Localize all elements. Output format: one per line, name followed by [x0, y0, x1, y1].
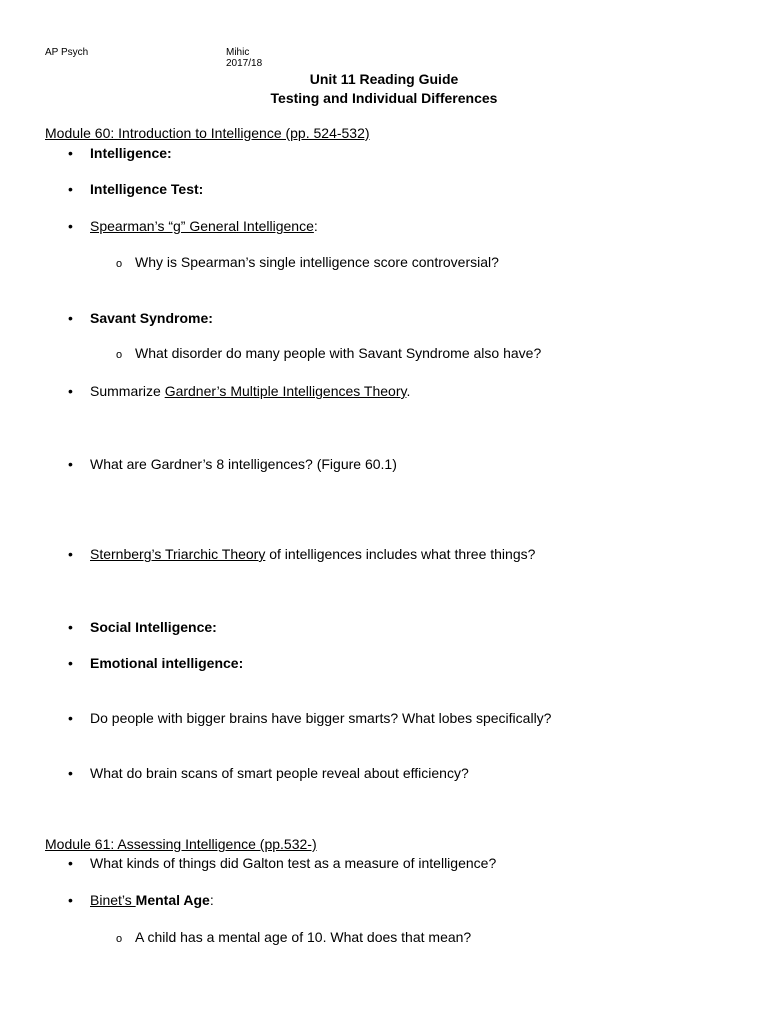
list-item-gardner-eight [68, 456, 397, 472]
bullet-icon: • [68, 546, 73, 562]
bullet-icon: • [68, 710, 73, 726]
term-label: Social Intelligence: [90, 619, 217, 635]
circle-bullet-icon: o [116, 349, 123, 361]
question-text: A child has a mental age of 10. What does that mean? [135, 929, 472, 945]
bullet-icon: • [68, 456, 73, 472]
list-item-savant [68, 310, 213, 326]
term-suffix: : [313, 218, 318, 234]
sub-item-savant-question [116, 345, 541, 361]
bullet-icon: • [68, 655, 73, 671]
bullet-icon: • [68, 218, 73, 234]
sub-item-spearman-question [116, 254, 499, 270]
list-item-binet [68, 892, 214, 908]
term-bold-label: Mental Age [135, 892, 210, 908]
list-item-social-intelligence [68, 619, 217, 635]
page-subtitle: Testing and Individual Differences [270, 90, 498, 106]
bullet-icon: • [68, 310, 73, 326]
course-name: AP Psych [45, 47, 89, 58]
list-item-intelligence-test [68, 181, 203, 197]
term-suffix: . [406, 383, 411, 399]
school-year: 2017/18 [226, 58, 263, 69]
list-item-gardner [68, 383, 410, 399]
teacher-name: Mihic [226, 47, 250, 58]
list-item-intelligence [68, 145, 172, 161]
module-60-heading: Module 60: Introduction to Intelligence (pp. 524-532) [45, 125, 370, 141]
circle-bullet-icon: o [116, 258, 123, 270]
list-item-brain-size [68, 710, 551, 726]
question-text: What are Gardner’s 8 intelligences? (Figure 60.1) [90, 456, 397, 472]
bullet-icon: • [68, 619, 73, 635]
circle-bullet-icon: o [116, 933, 123, 945]
question-text: Why is Spearman’s single intelligence score controversial? [135, 254, 499, 270]
list-item-galton [68, 855, 496, 871]
question-text: of intelligences includes what three things? [265, 546, 536, 562]
term-label: Emotional intelligence: [90, 655, 244, 671]
bullet-icon: • [68, 892, 73, 908]
sub-item-mental-age-question [116, 929, 471, 945]
term-label: Intelligence: [90, 145, 172, 161]
term-label: Gardner’s Multiple Intelligences Theory [164, 383, 407, 399]
question-text: Do people with bigger brains have bigger smarts? What lobes specifically? [90, 710, 552, 726]
term-label: Spearman’s “g” General Intelligence [90, 218, 314, 234]
question-text: What kinds of things did Galton test as a measure of intelligence? [90, 855, 497, 871]
list-item-emotional-intelligence [68, 655, 243, 671]
term-suffix: : [209, 892, 214, 908]
term-label: Sternberg’s Triarchic Theory [90, 546, 266, 562]
module-61-heading: Module 61: Assessing Intelligence (pp.532-) [45, 836, 317, 852]
question-text: What disorder do many people with Savant Syndrome also have? [135, 345, 542, 361]
bullet-icon: • [68, 383, 73, 399]
prompt-prefix: Summarize [90, 383, 165, 399]
term-label: Intelligence Test: [90, 181, 204, 197]
list-item-sternberg [68, 546, 535, 562]
term-label: Binet’s [90, 892, 136, 908]
term-label: Savant Syndrome: [90, 310, 213, 326]
list-item-brain-scans [68, 765, 469, 781]
bullet-icon: • [68, 765, 73, 781]
list-item-spearman [68, 218, 318, 234]
bullet-icon: • [68, 145, 73, 161]
question-text: What do brain scans of smart people reveal about efficiency? [90, 765, 469, 781]
bullet-icon: • [68, 855, 73, 871]
bullet-icon: • [68, 181, 73, 197]
page-title: Unit 11 Reading Guide [309, 71, 459, 87]
